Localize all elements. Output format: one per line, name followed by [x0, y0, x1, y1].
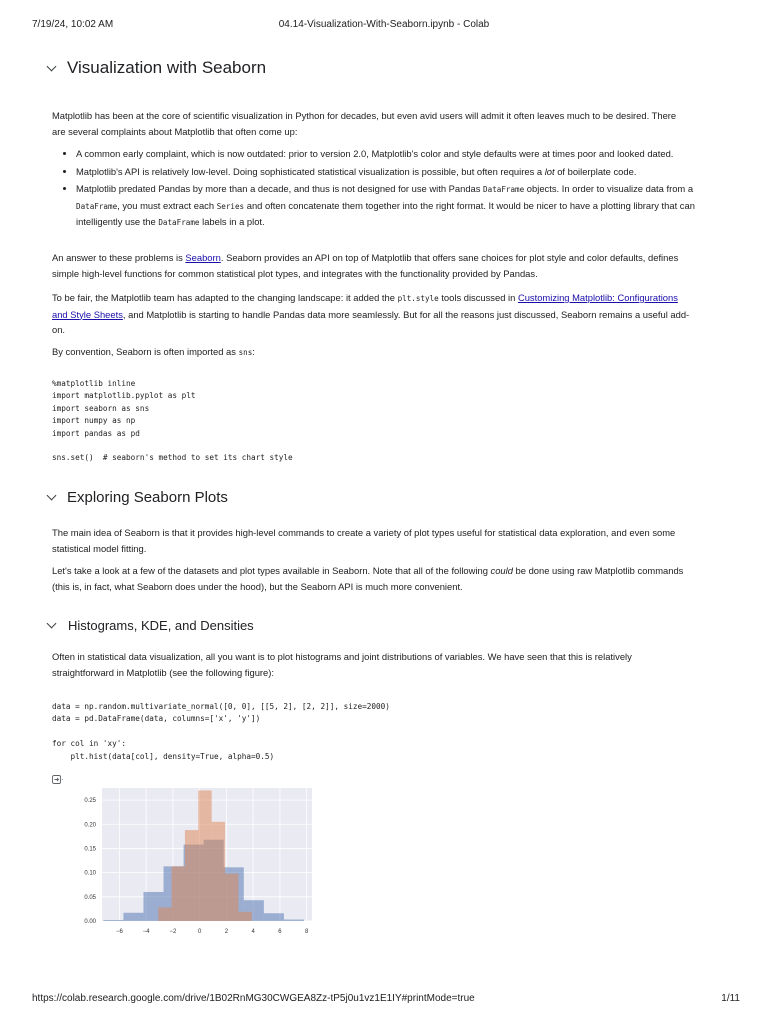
print-page-number: 1/11 [721, 993, 740, 1004]
matplotlib-team-paragraph: To be fair, the Matplotlib team has adapted to the changing landscape: it added the plt.style tools discussed in Customizing Matplotlib: Configurations and Style Sheets, and Matplotlib is starting to handle Pandas data more seamlessly. But for all the reasons just discussed, Seaborn remains a useful add-on. [52, 292, 690, 336]
chevron-down-icon[interactable] [47, 61, 57, 71]
histogram-svg [72, 780, 322, 940]
section-heading-text: Visualization with Seaborn [67, 58, 267, 77]
explore-paragraph-1: The main idea of Seaborn is that it provides high-level commands to create a variety of plot types useful for statistical data exploration, and even some statistical model fitting. [52, 527, 676, 554]
code-cell-imports[interactable]: %matplotlib inline import matplotlib.pyplot as plt import seaborn as sns import numpy as np import pandas as pd sns.set() # seaborn's method to set its chart style [52, 379, 293, 463]
histogram-bar-y [225, 874, 238, 921]
intro-text: Matplotlib has been at the core of scientific visualization in Python for decades, but even avid users will admit it often leaves much to be desired. There are several complaints about Matplotlib that often come up: [52, 110, 677, 137]
customizing-matplotlib-link[interactable]: Customizing Matplotlib: Configurations and Style Sheets [52, 292, 678, 320]
histogram-bar-y [172, 866, 185, 921]
histogram-paragraph: Often in statistical data visualization, all you want is to plot histograms and joint distributions of variables. We have seen that this is relatively straightforward in Matplotlib (see the following figure): [52, 651, 632, 678]
code-cell-histogram[interactable]: data = np.random.multivariate_normal([0, 0], [[5, 2], [2, 2]], size=2000) data = pd.DataFrame(data, columns=['x', 'y']) for col in 'xy': plt.hist(data[col], density=True, alpha=0.5) [52, 702, 390, 761]
chevron-down-icon[interactable] [47, 619, 57, 629]
complaints-list [52, 146, 716, 233]
histogram-bar-y [185, 830, 198, 921]
histogram-bar-y [198, 790, 211, 921]
histogram-bar-y [158, 907, 171, 921]
x-tick-label: 0 [197, 929, 202, 935]
section-heading-text: Exploring Seaborn Plots [67, 489, 228, 506]
seaborn-answer-paragraph: An answer to these problems is Seaborn. Seaborn provides an API on top of Matplotlib that offers sane choices for plot style and color defaults, defines simple high-level functions for common statistical plot types, and integrates with the functionality provided by Pandas. [52, 252, 679, 279]
histogram-bar-x [103, 920, 123, 921]
list-item: • A common early complaint, which is now outdated: prior to version 2.0, Matplotlib's color and style defaults were at times poor and looked dated. [76, 146, 716, 162]
explore-paragraph-2: Let's take a look at a few of the datasets and plot types available in Seaborn. Note that all of the following could be done using raw Matplotlib commands (this is, in fact, what Seaborn does under the hood), but the Seaborn API is much more convenient. [52, 565, 684, 592]
histogram-bar-y [238, 912, 251, 921]
intro-paragraph [52, 108, 692, 139]
section-heading-text: Histograms, KDE, and Densities [68, 618, 254, 633]
x-tick-label: 4 [251, 929, 255, 935]
print-header [32, 19, 736, 33]
x-tick-label: 2 [224, 929, 229, 935]
histogram-bar-x [284, 920, 304, 921]
x-tick-label: −6 [115, 929, 123, 935]
y-tick-label: 0.00 [84, 919, 96, 925]
y-tick-label: 0.10 [84, 870, 96, 877]
print-url: https://colab.research.google.com/drive/1B02RnMG30CWGEA8Zz-tP5j0u1vz1E1IY#printMode=true [32, 993, 475, 1004]
section-heading-histograms[interactable] [46, 618, 254, 633]
print-footer [32, 993, 740, 1007]
y-tick-label: 0.05 [84, 894, 96, 901]
y-tick-label: 0.15 [84, 846, 96, 853]
x-tick-label: −2 [169, 929, 177, 935]
x-tick-label: −4 [142, 929, 150, 935]
seaborn-link[interactable]: Seaborn [185, 252, 221, 263]
list-item: • Matplotlib's API is relatively low-level. Doing sophisticated statistical visualization is possible, but often requires a lot of boilerplate code. [76, 164, 716, 180]
y-tick-label: 0.25 [84, 798, 96, 805]
section-heading-visualization[interactable] [46, 58, 266, 78]
x-tick-label: 6 [278, 929, 282, 935]
print-title: 04.14-Visualization-With-Seaborn.ipynb - Colab [278, 19, 490, 30]
print-date: 7/19/24, 10:02 AM [32, 19, 114, 30]
histogram-bar-x [264, 913, 284, 921]
histogram-bar-x [123, 913, 143, 921]
list-item: • Matplotlib predated Pandas by more than a decade, and thus is not designed for use with Pandas DataFrame objects. In order to visualize data from a DataFrame, you must extract each Series and often concatenate them together into the right format. It would be nicer to have a plotting library that can intelligently use the DataFrame labels in a plot. [76, 181, 716, 231]
histogram-bar-y [212, 822, 225, 921]
output-toggle-icon[interactable] [52, 775, 64, 785]
x-tick-label: 8 [304, 929, 309, 935]
y-tick-label: 0.20 [84, 822, 96, 829]
histogram-chart [72, 780, 322, 940]
chevron-down-icon[interactable] [47, 491, 57, 501]
convention-paragraph: By convention, Seaborn is often imported as sns: [52, 346, 255, 357]
section-heading-exploring[interactable] [46, 489, 228, 506]
